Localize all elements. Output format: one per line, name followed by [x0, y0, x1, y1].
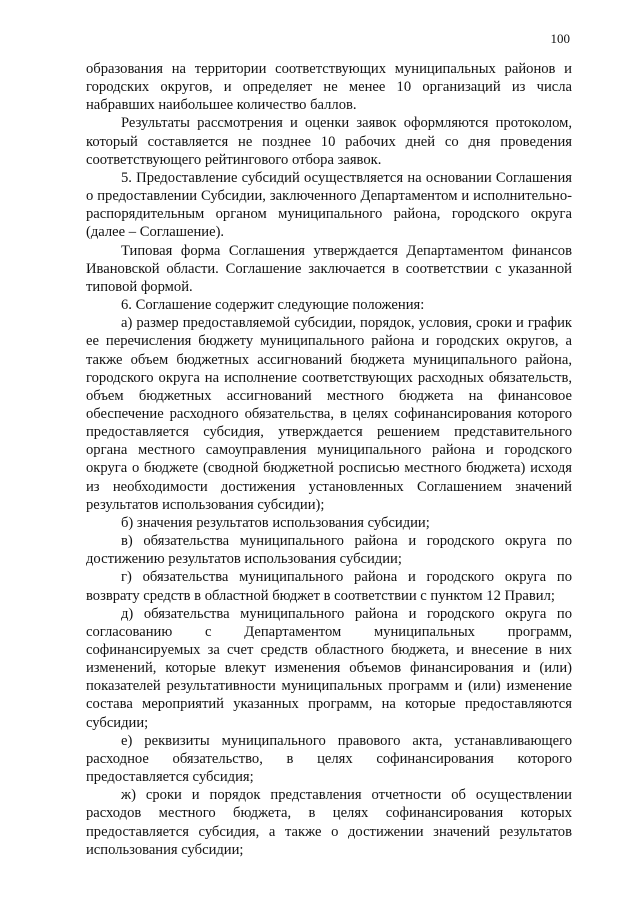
list-item-zh: ж) сроки и порядок представления отчетности об осуществлении расходов местного бюджета, в целях софинансирования которых предоставляется субсидия, а также о достижении значений результатов использования субсидии;: [86, 787, 572, 858]
list-item-g: г) обязательства муниципального района и городского округа по возврату средств в областной бюджет в соответствии с пунктом 12 Правил;: [86, 569, 572, 604]
list-item-e: е) реквизиты муниципального правового акта, устанавливающего расходное обязательство, в целях софинансирования которого предоставляется субсидия;: [86, 732, 572, 786]
list-item-a: а) размер предоставляемой субсидии, порядок, условия, сроки и график ее перечисления бюджету муниципального района и городских округов, а также объем бюджетных ассигнований бюджета муниципального района, городского округа на исполнение соответствующих расходных обязательств, объем бюджетных ассигнований местного бюджета на финансовое обеспечение расходного обязательства, в целях софинансирования которого предоставляется субсидия, утверждается решением представительного органа местного самоуправления муниципального района и городского округа о бюджете (сводной бюджетной росписью местного бюджета) исходя из необходимости достижения установленных Соглашением значений результатов использования субсидии);: [86, 315, 572, 513]
list-item-d: д) обязательства муниципального района и городского округа по согласованию с Департаментом муниципальных программ, софинансируемых за счет средств областного бюджета, и внесение в них изменений, которые влекут изменения объемов финансирования и (или) показателей результативности муниципальных программ и (или) изменение состава мероприятий указанных программ, на которые предоставляются субсидии;: [86, 605, 572, 731]
paragraph-typical-form: Типовая форма Соглашения утверждается Департаментом финансов Ивановской области. Соглашение заключается в соответствии с указанной типовой формой.: [86, 242, 572, 295]
list-item-b: б) значения результатов использования субсидии;: [121, 514, 430, 531]
document-body: [86, 60, 572, 859]
paragraph-continuation: образования на территории соответствующих муниципальных районов и городских округов, и определяет не менее 10 организаций из числа набравших наибольшее количество баллов.: [86, 61, 572, 114]
list-item-v: в) обязательства муниципального района и городского округа по достижению результатов использования субсидии;: [86, 533, 572, 568]
page-number: 100: [550, 31, 570, 46]
paragraph-protocol: Результаты рассмотрения и оценки заявок оформляются протоколом, который составляется не позднее 10 рабочих дней со дня проведения соответствующего рейтингового отбора заявок.: [86, 115, 572, 168]
paragraph-item-5: 5. Предоставление субсидий осуществляется на основании Соглашения о предоставлении Субсидии, заключенного Департаментом и исполнительно-распорядительным органом муниципального района, городского округа (далее – Соглашение).: [86, 169, 572, 241]
paragraph-item-6: 6. Соглашение содержит следующие положения:: [121, 297, 425, 314]
